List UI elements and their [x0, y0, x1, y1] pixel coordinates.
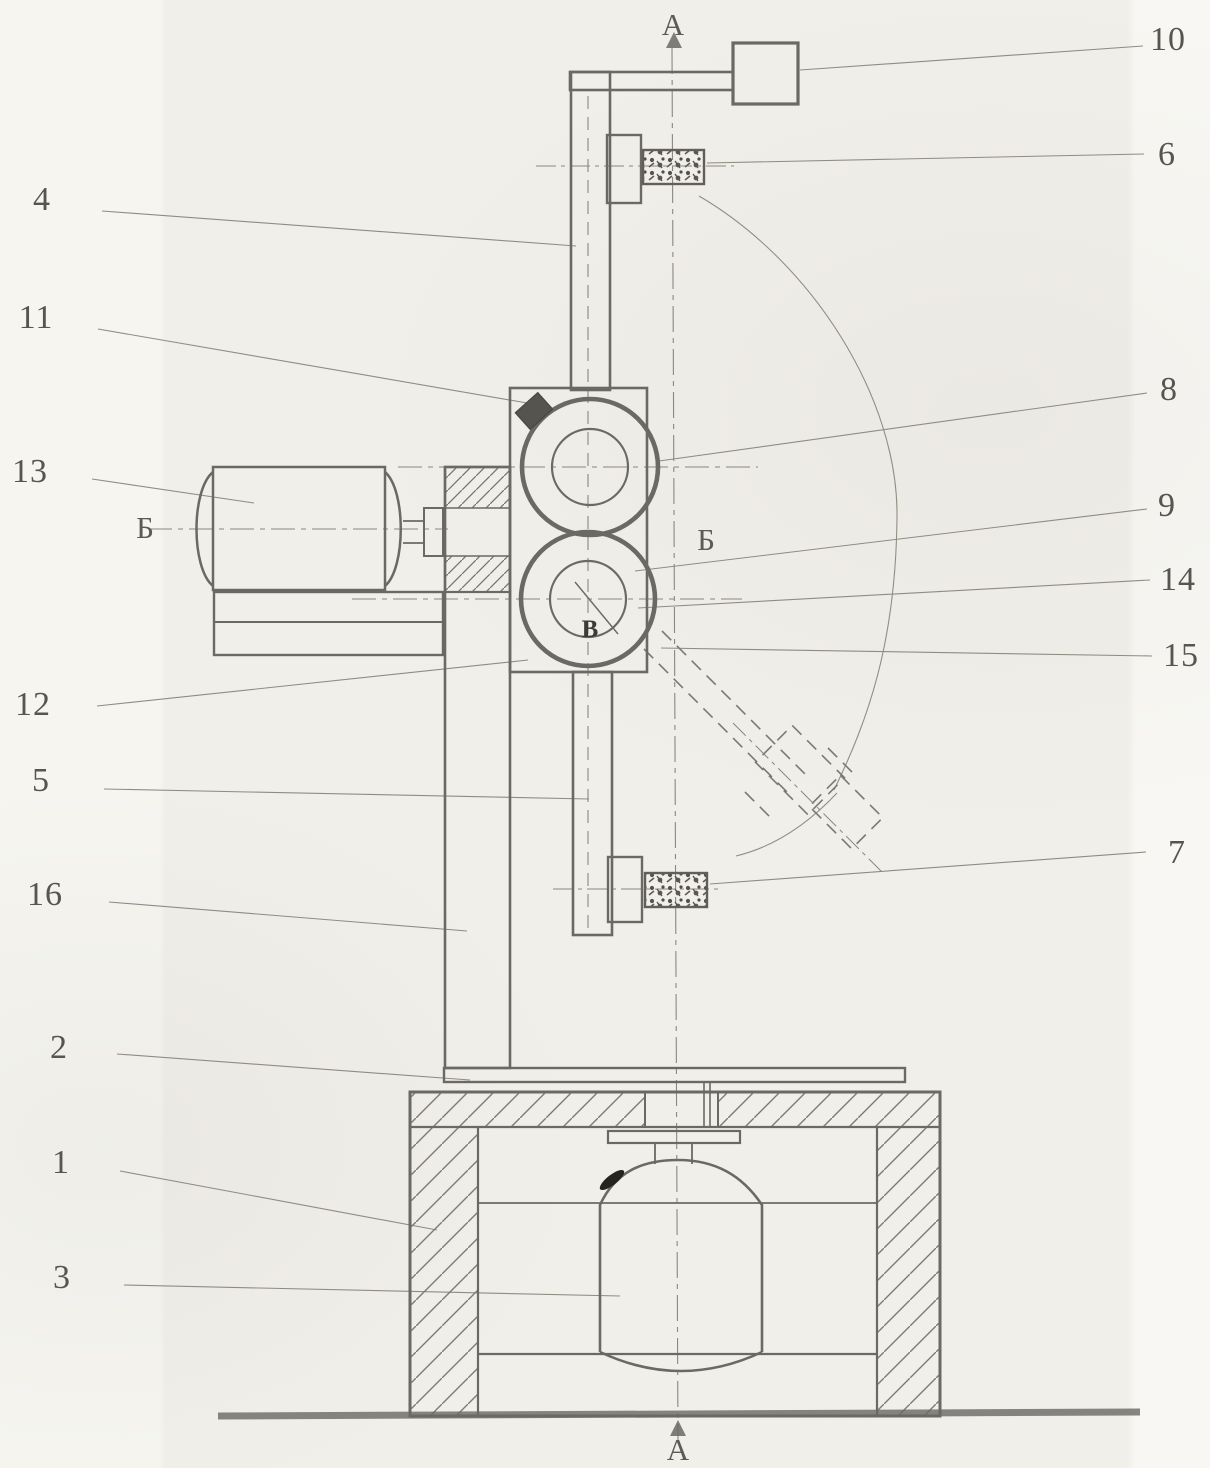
base-housing: [410, 1092, 940, 1416]
support-bracket-hatch-lower: [446, 556, 509, 591]
set-screw: [515, 393, 552, 429]
view-marker-v: В: [581, 616, 599, 643]
part-label-9: 9: [1158, 487, 1176, 524]
leader-12: [97, 660, 528, 706]
ground-line: [218, 1412, 1140, 1416]
part-label-8: 8: [1160, 371, 1178, 408]
part-label-12: 12: [15, 686, 51, 723]
part-label-4: 4: [33, 181, 51, 218]
leader-11: [98, 329, 527, 403]
section-marker-a-top: А: [661, 7, 685, 42]
leader-2: [117, 1054, 470, 1080]
base-hatch-left-wall: [411, 1128, 477, 1415]
motor-shelf: [214, 592, 443, 655]
leader-16: [109, 902, 467, 931]
coupling: [424, 508, 443, 556]
part-label-1: 1: [52, 1144, 70, 1181]
leader-3: [124, 1285, 620, 1296]
main-vertical-centerline: [672, 48, 678, 1444]
part-label-2: 2: [50, 1029, 68, 1066]
leader-8: [659, 393, 1147, 461]
leader-6: [707, 154, 1144, 163]
base-plate: [444, 1068, 905, 1082]
leader-5: [104, 789, 589, 799]
holddown-flange: [608, 1131, 740, 1143]
part-label-11: 11: [18, 299, 54, 336]
support-bracket-hatch-upper: [446, 468, 509, 508]
swing-arc: [699, 196, 897, 790]
phantom-arm: [644, 631, 883, 849]
top-arm: [570, 72, 733, 90]
cylinder: [600, 1160, 762, 1371]
section-marker-b-left: Б: [136, 510, 154, 545]
leader-4: [102, 211, 576, 246]
leader-15: [661, 648, 1152, 656]
part-label-6: 6: [1158, 136, 1176, 173]
part-label-5: 5: [32, 762, 50, 799]
swing-arc-lower: [736, 793, 837, 856]
leader-10: [800, 46, 1143, 70]
part-label-14: 14: [1160, 561, 1196, 598]
part-label-13: 13: [12, 453, 48, 490]
lower-shaft: [573, 672, 612, 935]
counterweight-box: [733, 43, 798, 104]
mast: [571, 72, 610, 390]
section-marker-b-right: Б: [697, 522, 715, 557]
leader-1: [120, 1171, 437, 1230]
section-marker-a-bottom: А: [666, 1432, 690, 1467]
leader-7: [710, 852, 1146, 884]
part-label-10: 10: [1150, 21, 1186, 58]
leader-13: [92, 479, 254, 503]
base-hatch-top-left: [411, 1093, 644, 1126]
part-label-16: 16: [27, 876, 63, 913]
ink-blot: [597, 1167, 627, 1193]
part-label-7: 7: [1168, 834, 1186, 871]
base-hatch-right-wall: [878, 1128, 939, 1415]
part-label-3: 3: [53, 1259, 71, 1296]
part-label-15: 15: [1163, 637, 1199, 674]
abrasive-block-top: [643, 150, 704, 184]
base-hatch-top-right: [719, 1093, 939, 1126]
upper-bracket: [607, 135, 641, 203]
abrasive-block-bottom: [645, 873, 707, 907]
